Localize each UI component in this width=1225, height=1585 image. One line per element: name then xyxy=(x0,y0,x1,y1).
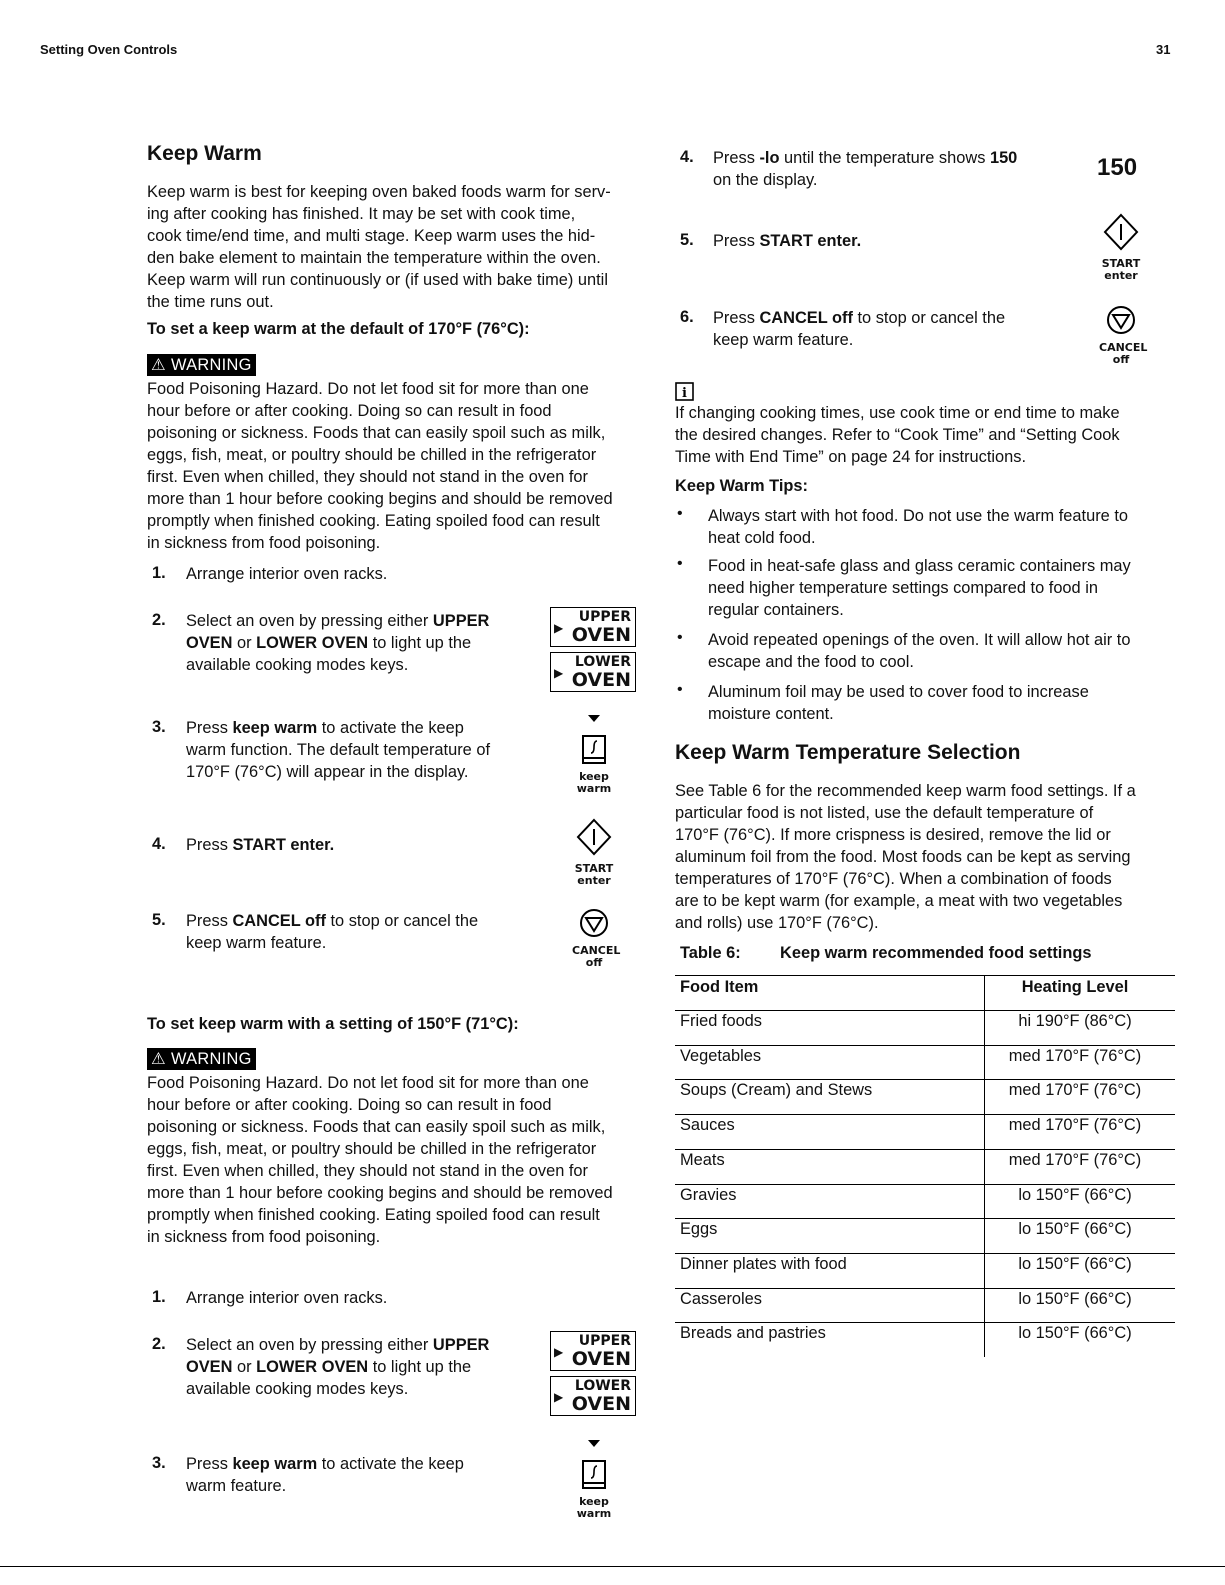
warning-line: Food Poisoning Hazard. Do not let food sit for more than one xyxy=(147,1074,589,1092)
key-label: OVEN xyxy=(571,669,631,691)
page-header-title: Setting Oven Controls xyxy=(40,42,178,57)
play-arrow-icon: ▶ xyxy=(554,1345,564,1359)
table-cell-heating-level: lo 150°F (66°C) xyxy=(1018,1290,1132,1308)
play-arrow-icon: ▶ xyxy=(554,666,564,680)
table-row-divider xyxy=(675,1218,1175,1219)
tip-item: • Aluminum foil may be used to cover food to increase moisture content. xyxy=(677,681,1089,723)
table-cell-heating-level: med 170°F (76°C) xyxy=(1008,1116,1142,1134)
table-cell-heating-level: hi 190°F (86°C) xyxy=(1018,1012,1132,1030)
warning-line: more than 1 hour before cooking begins and should be removed xyxy=(147,1184,613,1202)
table-cell-food-item: Eggs xyxy=(680,1220,718,1238)
table-cell-heating-level: med 170°F (76°C) xyxy=(1008,1047,1142,1065)
table-row-divider xyxy=(675,1114,1175,1115)
key-label: OVEN xyxy=(571,1393,631,1415)
temperature-selection-heading: Keep Warm Temperature Selection xyxy=(675,741,1021,764)
table-cell-heating-level: lo 150°F (66°C) xyxy=(1018,1220,1132,1238)
warning-line: poisoning or sickness. Foods that can easily spoil such as milk, xyxy=(147,1118,606,1136)
text-line: temperatures of 170°F (76°C). When a combination of foods xyxy=(675,870,1112,888)
step-text: Select an oven by pressing either UPPER OVEN or LOWER OVEN to light up the available cooking modes keys. xyxy=(186,1336,490,1398)
table-cell-food-item: Vegetables xyxy=(680,1047,762,1065)
warning-line: Food Poisoning Hazard. Do not let food sit for more than one xyxy=(147,380,589,398)
key-label: LOWER xyxy=(574,1378,631,1394)
key-label: LOWER xyxy=(574,654,631,670)
step-number: 4. xyxy=(152,835,166,853)
intro-line: Keep warm is best for keeping oven baked foods warm for serv- xyxy=(147,183,611,201)
step-number: 3. xyxy=(152,1454,166,1472)
table-cell-heating-level: med 170°F (76°C) xyxy=(1008,1151,1142,1169)
note-line: the desired changes. Refer to “Cook Time” and “Setting Cook xyxy=(675,426,1120,444)
warning-line: eggs, fish, meat, or poultry should be chilled in the refrigerator xyxy=(147,1140,597,1158)
warning-line: first. Even when chilled, they should not stand in the oven for xyxy=(147,1162,588,1180)
step-number: 1. xyxy=(152,564,166,582)
step-text: Press CANCEL off to stop or cancel the keep warm feature. xyxy=(186,912,479,952)
table-cell-food-item: Fried foods xyxy=(680,1012,762,1030)
step-text: Arrange interior oven racks. xyxy=(186,565,388,583)
section2-title: To set keep warm with a setting of 150°F (71°C): xyxy=(147,1015,519,1033)
step-text: Press keep warm to activate the keep warm feature. xyxy=(186,1455,464,1495)
warning-line: first. Even when chilled, they should not stand in the oven for xyxy=(147,468,588,486)
step-text: Press CANCEL off to stop or cancel the keep warm feature. xyxy=(713,309,1006,349)
table-row-divider xyxy=(675,1045,1175,1046)
warning-triangle-icon: ⚠ xyxy=(151,1050,166,1068)
warning-line: in sickness from food poisoning. xyxy=(147,534,381,552)
page-number: 31 xyxy=(1156,42,1171,57)
intro-line: Keep warm will run continuously or (if used with bake time) until xyxy=(147,271,608,289)
intro-line: cook time/end time, and multi stage. Keep warm uses the hid- xyxy=(147,227,596,245)
table-cell-food-item: Meats xyxy=(680,1151,725,1169)
cancel-off-key[interactable]: CANCEL off xyxy=(572,906,616,969)
tip-item: • Always start with hot food. Do not use the warm feature to heat cold food. xyxy=(677,505,1128,547)
warning-line: poisoning or sickness. Foods that can easily spoil such as milk, xyxy=(147,424,606,442)
tip-item: • Avoid repeated openings of the oven. It will allow hot air to escape and the food to cool. xyxy=(677,629,1131,671)
key-label: OVEN xyxy=(571,1348,631,1370)
keep-warm-heading: Keep Warm xyxy=(147,142,262,165)
text-line: are to be kept warm (for example, a meat with two vegetables xyxy=(675,892,1123,910)
step-number: 1. xyxy=(152,1288,166,1306)
table-row-divider xyxy=(675,1010,1175,1011)
play-arrow-icon: ▶ xyxy=(554,1390,564,1404)
step-number: 5. xyxy=(152,911,166,929)
step-number: 5. xyxy=(680,231,694,249)
step-number: 4. xyxy=(680,148,694,166)
text-line: 170°F (76°C). If more crispness is desired, remove the lid or xyxy=(675,826,1111,844)
intro-line: den bake element to maintain the temperature within the oven. xyxy=(147,249,601,267)
key-label: UPPER xyxy=(578,609,631,625)
keep-warm-key[interactable]: keep warm xyxy=(572,1437,616,1520)
step-text: Press START enter. xyxy=(186,836,335,854)
step-text: Arrange interior oven racks. xyxy=(186,1289,388,1307)
key-label: OVEN xyxy=(571,624,631,646)
step-number: 2. xyxy=(152,611,166,629)
cancel-off-key[interactable]: CANCEL off xyxy=(1099,303,1143,366)
table-cell-food-item: Breads and pastries xyxy=(680,1324,826,1342)
step-number: 3. xyxy=(152,718,166,736)
table-cell-food-item: Casseroles xyxy=(680,1290,762,1308)
warning-line: promptly when finished cooking. Eating spoiled food can result xyxy=(147,1206,600,1224)
table-cell-heating-level: lo 150°F (66°C) xyxy=(1018,1255,1132,1273)
intro-line: ing after cooking has finished. It may be set with cook time, xyxy=(147,205,576,223)
warning-line: hour before or after cooking. Doing so can result in food xyxy=(147,402,552,420)
bottom-rule xyxy=(0,1566,1225,1567)
tips-title: Keep Warm Tips: xyxy=(675,477,808,495)
table-header-heating-level: Heating Level xyxy=(1021,978,1129,996)
table-caption: Keep warm recommended food settings xyxy=(780,944,1092,962)
note-line: Time with End Time” on page 24 for instructions. xyxy=(675,448,1027,466)
step-number: 6. xyxy=(680,308,694,326)
table-row-divider xyxy=(675,1288,1175,1289)
warning-badge: ⚠ WARNING xyxy=(147,1048,256,1070)
warning-line: in sickness from food poisoning. xyxy=(147,1228,381,1246)
text-line: and rolls) use 170°F (76°C). xyxy=(675,914,879,932)
table-label: Table 6: xyxy=(680,944,741,962)
step-text: Press -lo until the temperature shows 150 on the display. xyxy=(713,149,1018,189)
table-cell-food-item: Soups (Cream) and Stews xyxy=(680,1081,873,1099)
note-line: If changing cooking times, use cook time or end time to make xyxy=(675,404,1120,422)
table-cell-heating-level: lo 150°F (66°C) xyxy=(1018,1324,1132,1342)
start-enter-key[interactable]: START enter xyxy=(572,818,616,887)
warning-line: hour before or after cooking. Doing so can result in food xyxy=(147,1096,552,1114)
play-arrow-icon: ▶ xyxy=(554,621,564,635)
warning-triangle-icon: ⚠ xyxy=(151,356,166,374)
key-label: UPPER xyxy=(578,1333,631,1349)
svg-text:i: i xyxy=(682,386,687,401)
warning-badge: ⚠ WARNING xyxy=(147,354,256,376)
step-number: 2. xyxy=(152,1335,166,1353)
table-cell-food-item: Dinner plates with food xyxy=(680,1255,847,1273)
warning-line: promptly when finished cooking. Eating spoiled food can result xyxy=(147,512,600,530)
table-header-food-item: Food Item xyxy=(680,978,759,996)
keep-warm-key[interactable]: keep warm xyxy=(572,712,616,795)
table-row-divider xyxy=(675,1184,1175,1185)
warning-line: more than 1 hour before cooking begins and should be removed xyxy=(147,490,613,508)
table-row-divider xyxy=(675,1079,1175,1080)
table-cell-food-item: Gravies xyxy=(680,1186,737,1204)
table-row-divider xyxy=(675,1149,1175,1150)
text-line: particular food is not listed, use the default temperature of xyxy=(675,804,1094,822)
tip-item: • Food in heat-safe glass and glass ceramic containers may need higher temperature settings compared to food in regular containers. xyxy=(677,555,1131,619)
step-text: Select an oven by pressing either UPPER OVEN or LOWER OVEN to light up the available cooking modes keys. xyxy=(186,612,490,674)
table-cell-heating-level: lo 150°F (66°C) xyxy=(1018,1186,1132,1204)
step-text: Press START enter. xyxy=(713,232,862,250)
table-cell-food-item: Sauces xyxy=(680,1116,735,1134)
intro-line: the time runs out. xyxy=(147,293,274,311)
table-row-divider xyxy=(675,1322,1175,1323)
table-row-divider xyxy=(675,1253,1175,1254)
temperature-display: 150 xyxy=(1097,154,1138,181)
text-line: aluminum foil from the food. Most foods can be kept as serving xyxy=(675,848,1131,866)
start-enter-key[interactable]: START enter xyxy=(1099,213,1143,282)
text-line: See Table 6 for the recommended keep warm food settings. If a xyxy=(675,782,1136,800)
step-text: Press keep warm to activate the keep warm function. The default temperature of 170°F (76°C) will appear in the display. xyxy=(186,719,490,781)
table-cell-heating-level: med 170°F (76°C) xyxy=(1008,1081,1142,1099)
section1-title: To set a keep warm at the default of 170°F (76°C): xyxy=(147,320,530,338)
warning-line: eggs, fish, meat, or poultry should be chilled in the refrigerator xyxy=(147,446,597,464)
